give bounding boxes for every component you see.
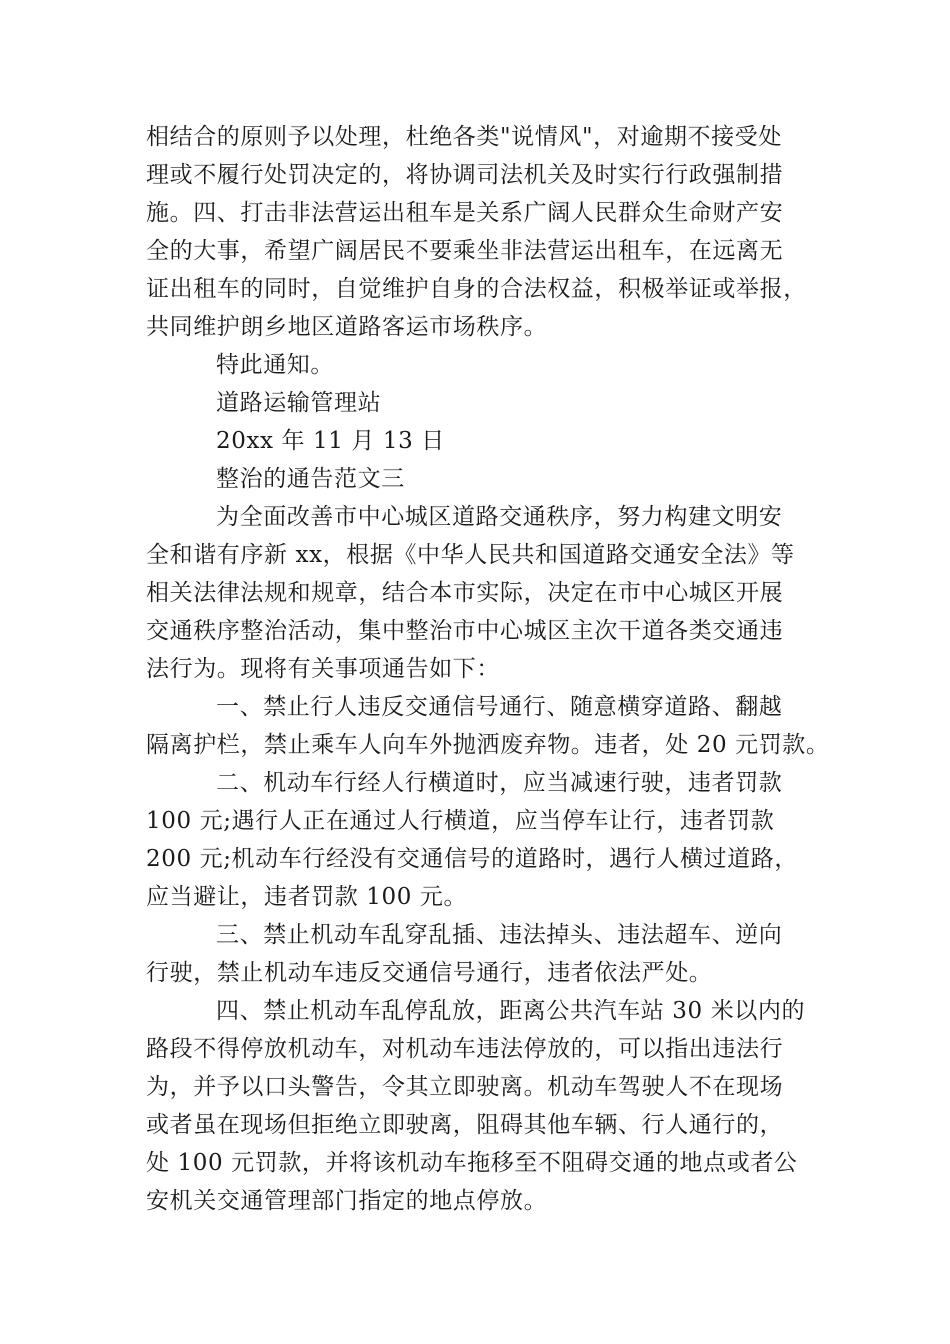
paragraph-line: 相结合的原则予以处理，杜绝各类"说情风"，对逾期不接受处 xyxy=(146,124,782,150)
paragraph-line: 或者虽在现场但拒绝立即驶离，阻碍其他车辆、行人通行的， xyxy=(146,1112,784,1138)
closing-notice: 特此通知。 xyxy=(216,352,334,378)
paragraph-line: 法行为。现将有关事项通告如下： xyxy=(146,656,500,682)
rule-item-2: 二、机动车行经人行横道时，应当减速行驶，违者罚款 xyxy=(216,770,783,796)
paragraph-line: 相关法律法规和规章，结合本市实际，决定在市中心城区开展 xyxy=(146,580,784,606)
paragraph-line: 交通秩序整治活动，集中整治市中心城区主次干道各类交通违 xyxy=(146,618,784,644)
paragraph-line: 100 元;遇行人正在通过人行横道，应当停车让行，违者罚款 xyxy=(146,808,775,834)
paragraph-line: 路段不得停放机动车，对机动车违法停放的，可以指出违法行 xyxy=(146,1036,784,1062)
paragraph-line: 200 元;机动车行经没有交通信号的道路时，遇行人横过道路， xyxy=(146,846,798,872)
paragraph-line: 证出租车的同时，自觉维护自身的合法权益，积极举证或举报， xyxy=(146,276,807,302)
paragraph-line: 施。四、打击非法营运出租车是关系广阔人民群众生命财产安 xyxy=(146,200,784,226)
rule-item-4: 四、禁止机动车乱停乱放，距离公共汽车站 30 米以内的 xyxy=(216,998,806,1024)
paragraph-line: 行驶，禁止机动车违反交通信号通行，违者依法严处。 xyxy=(146,960,713,986)
paragraph-line: 应当避让，违者罚款 100 元。 xyxy=(146,884,468,910)
paragraph-line: 隔离护栏，禁止乘车人向车外抛洒废弃物。违者，处 20 元罚款。 xyxy=(146,732,830,758)
issuer-signature: 道路运输管理站 xyxy=(216,390,382,416)
paragraph-line: 理或不履行处罚决定的，将协调司法机关及时实行行政强制措 xyxy=(146,162,784,188)
paragraph-line: 为，并予以口头警告，令其立即驶离。机动车驾驶人不在现场 xyxy=(146,1074,784,1100)
paragraph-line: 处 100 元罚款，并将该机动车拖移至不阻碍交通的地点或者公 xyxy=(146,1150,798,1176)
rule-item-1: 一、禁止行人违反交通信号通行、随意横穿道路、翻越 xyxy=(216,694,783,720)
issue-date: 20xx 年 11 月 13 日 xyxy=(216,428,445,454)
paragraph-line: 为全面改善市中心城区道路交通秩序，努力构建文明安 xyxy=(216,504,783,530)
section-heading: 整治的通告范文三 xyxy=(216,466,405,492)
rule-item-3: 三、禁止机动车乱穿乱插、违法掉头、违法超车、逆向 xyxy=(216,922,783,948)
paragraph-line: 全的大事，希望广阔居民不要乘坐非法营运出租车，在远离无 xyxy=(146,238,784,264)
paragraph-line: 全和谐有序新 xx，根据《中华人民共和国道路交通安全法》等 xyxy=(146,542,795,568)
paragraph-line: 共同维护朗乡地区道路客运市场秩序。 xyxy=(146,314,548,340)
paragraph-line: 安机关交通管理部门指定的地点停放。 xyxy=(146,1188,548,1214)
